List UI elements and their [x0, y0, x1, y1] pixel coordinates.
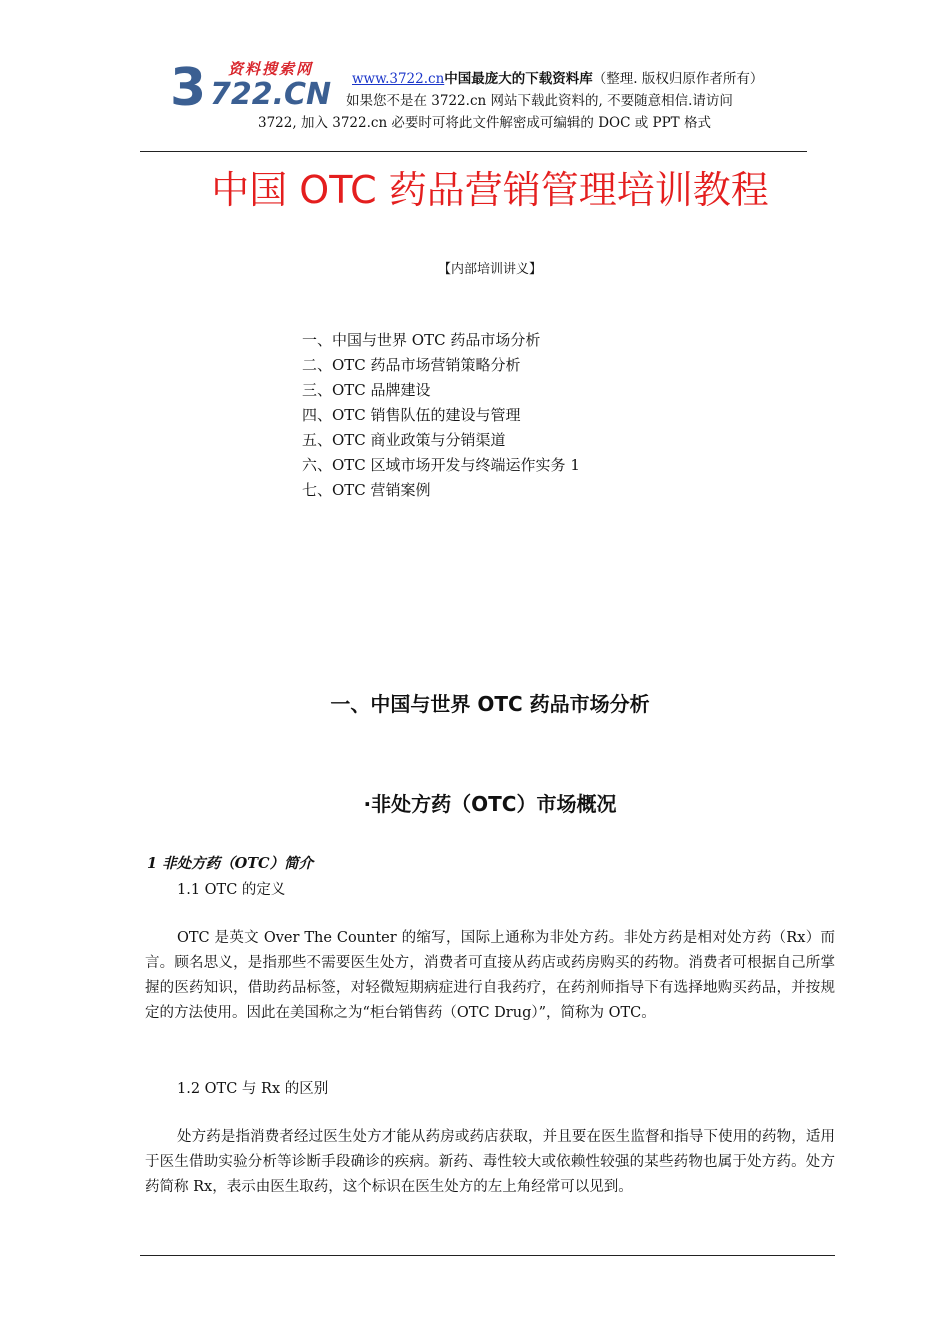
logo-digit: 3	[170, 58, 206, 118]
item-heading-difference: 1.2 OTC 与 Rx 的区别	[177, 1081, 329, 1097]
site-description: 中国最庞大的下载资料库	[444, 71, 593, 87]
footer-divider	[140, 1255, 835, 1256]
logo-tagline: 资料搜索网	[228, 60, 314, 78]
item-heading-definition: 1.1 OTC 的定义	[177, 882, 286, 898]
toc-item: 七、OTC 营销案例	[302, 481, 431, 499]
header-divider	[140, 151, 807, 152]
paragraph-difference: 处方药是指消费者经过医生处方才能从药房或药店获取，并且要在医生监督和指导下使用的药物，适用于医生借助实验分析等诊断手段确诊的疾病。新药、毒性较大或依赖性较强的某些药物也属于处方药。处方药简称 Rx，表示由医生取药，这个标识在医生处方的左上角经常可以见到。	[145, 1129, 835, 1195]
header-line-3: 3722, 加入 3722.cn 必要时可将此文件解密成可编辑的 DOC 或 PPT 格式	[258, 115, 711, 131]
section-subheading: ·非处方药（OTC）市场概况	[363, 792, 617, 816]
toc-item: 五、OTC 商业政策与分销渠道	[302, 431, 506, 449]
header-line-2: 如果您不是在 3722.cn 网站下载此资料的, 不要随意相信.请访问	[346, 93, 733, 109]
toc-item: 六、OTC 区域市场开发与终端运作实务 1	[302, 456, 580, 474]
document-subtitle: 【内部培训讲义】	[437, 262, 542, 277]
toc-item: 一、中国与世界 OTC 药品市场分析	[302, 331, 541, 349]
logo-text: 722.CN	[210, 77, 332, 112]
toc-item: 二、OTC 药品市场营销策略分析	[302, 356, 521, 374]
subsection-heading: 1 非处方药（OTC）简介	[147, 855, 314, 872]
header-line-1	[352, 70, 763, 88]
site-logo[interactable]	[170, 58, 350, 118]
section-heading: 一、中国与世界 OTC 药品市场分析	[330, 692, 650, 716]
toc-item: 四、OTC 销售队伍的建设与管理	[302, 406, 521, 424]
paragraph-definition: OTC 是英文 Over The Counter 的缩写，国际上通称为非处方药。非处方药是相对处方药（Rx）而言。顾名思义，是指那些不需要医生处方，消费者可直接从药店或药房购买的药物。消费者可根据自己所掌握的医药知识，借助药品标签，对轻微短期病症进行自我药疗，在药剂师指导下有选择地购买药品，并按规定的方法使用。因此在美国称之为“柜台销售药（OTC Drug）”，简称为 OTC。	[145, 930, 835, 1021]
site-link[interactable]: www.3722.cn	[352, 71, 445, 87]
toc-item: 三、OTC 品牌建设	[302, 381, 431, 399]
site-note: （整理. 版权归原作者所有）	[592, 71, 764, 87]
table-of-contents	[302, 328, 580, 503]
document-title: 中国 OTC 药品营销管理培训教程	[211, 168, 769, 212]
